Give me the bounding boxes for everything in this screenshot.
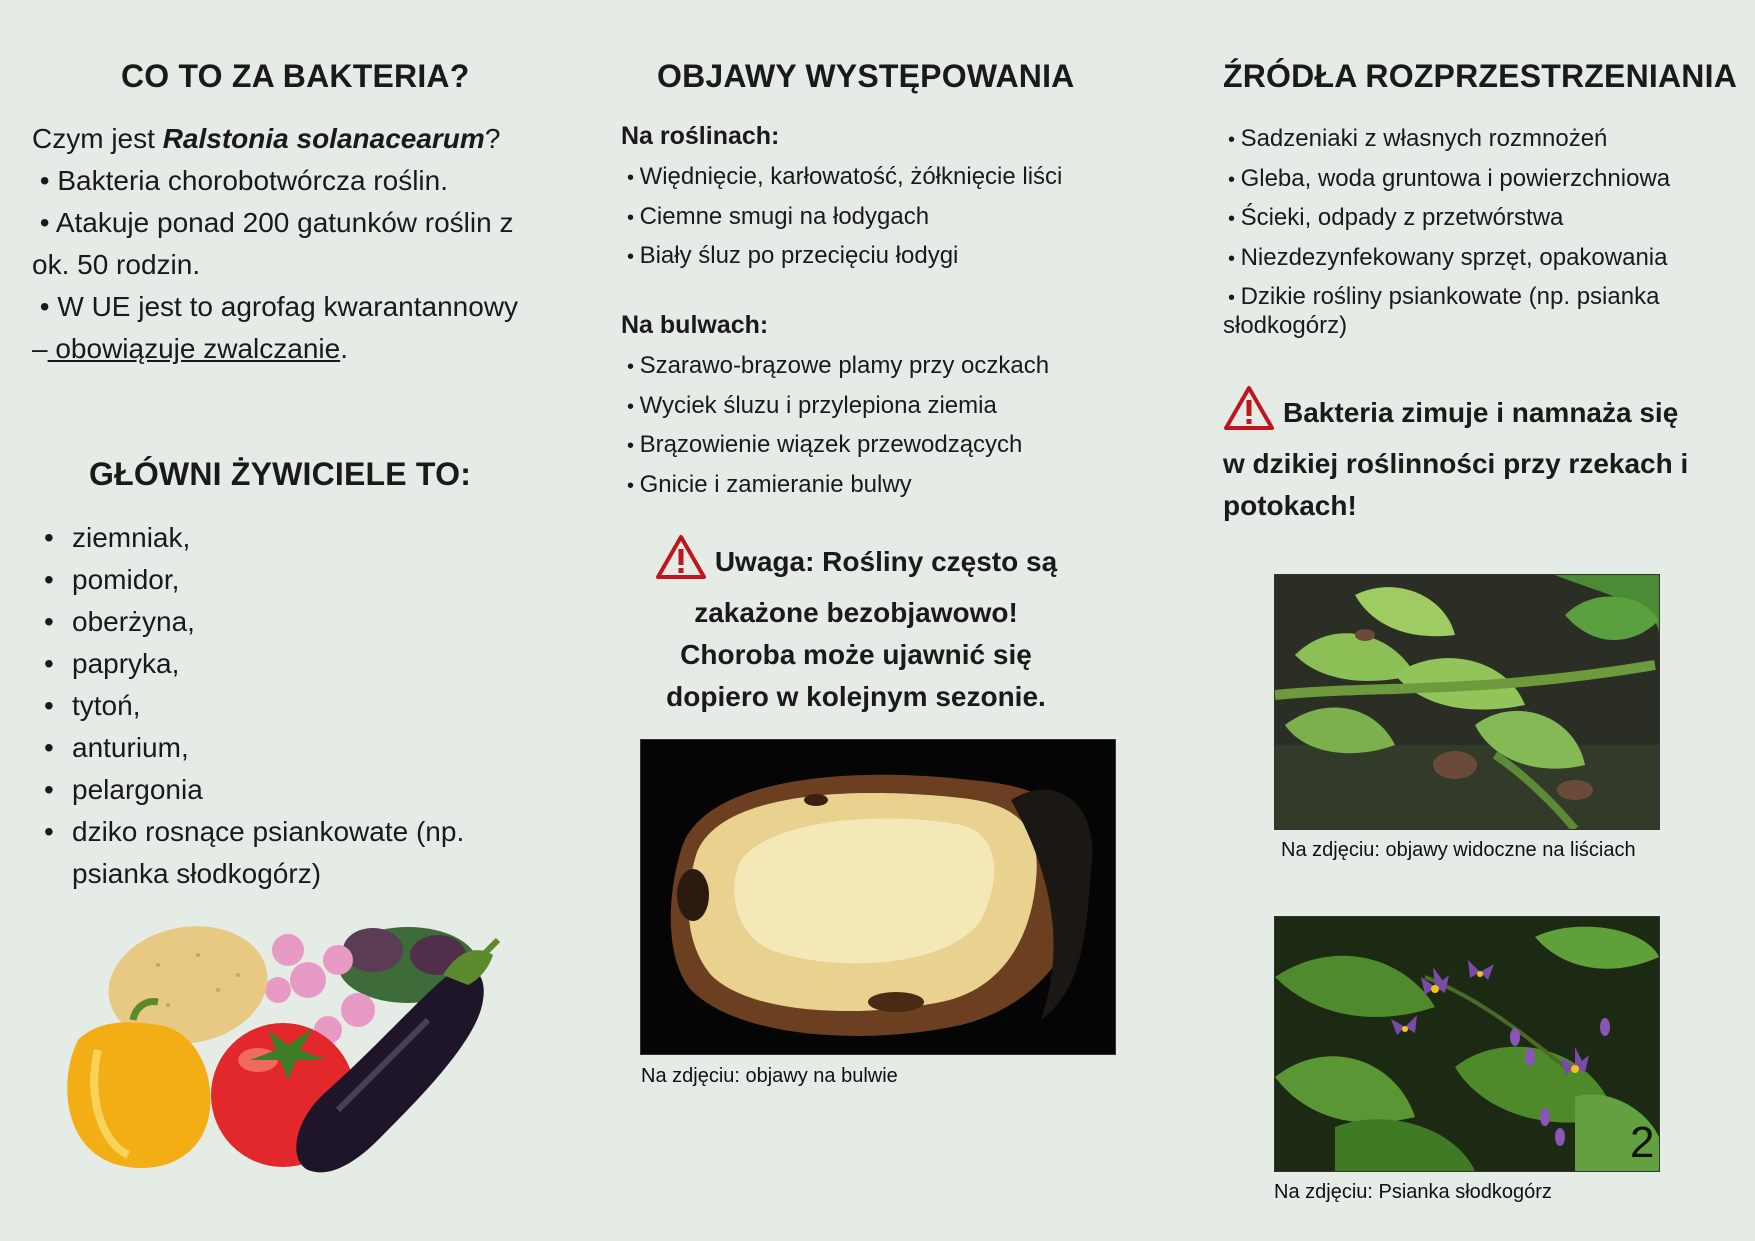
- heading-symptoms: OBJAWY WYSTĘPOWANIA: [657, 58, 1075, 94]
- fact-bullet-1: • Bakteria chorobotwórcza roślin.: [32, 165, 448, 196]
- list-item: • Biały śluz po przecięciu łodygi: [627, 237, 1062, 277]
- list-item: • pomidor,: [38, 559, 538, 601]
- list-item: • Niezdezynfekowany sprzęt, opakowania: [1228, 239, 1670, 279]
- tuber-photo: [640, 739, 1116, 1055]
- sources-list: [1228, 120, 1670, 318]
- tubers-title: Na bulwach:: [621, 311, 769, 339]
- nightshade-photo-caption: Na zdjęciu: Psianka słodkogórz: [1274, 1181, 1552, 1203]
- list-item: • Dzikie rośliny psiankowate (np. psianka: [1228, 278, 1670, 318]
- list-item: • Więdnięcie, karłowatość, żółknięcie liści: [627, 158, 1062, 198]
- list-item: • ziemniak,: [38, 517, 538, 559]
- heading-what-is-bacteria: CO TO ZA BAKTERIA?: [121, 58, 470, 94]
- list-item: • dziko rosnące psiankowate (np. psianka słodkogórz): [38, 811, 512, 895]
- list-item: • Ciemne smugi na łodygach: [627, 198, 1062, 238]
- fact-bullet-2: • Atakuje ponad 200 gatunków roślin z ok. 50 rodzin.: [32, 207, 514, 280]
- leaf-symptoms-photo: [1274, 574, 1660, 830]
- list-item: • Gnicie i zamieranie bulwy: [627, 466, 1049, 506]
- tuber-photo-caption: Na zdjęciu: objawy na bulwie: [641, 1065, 898, 1087]
- obligation-link[interactable]: obowiązuje zwalczanie: [47, 333, 341, 364]
- warning-icon: [1223, 385, 1275, 443]
- yellow-pepper: [67, 1022, 210, 1168]
- list-item: • papryka,: [38, 643, 538, 685]
- sources-list-cont: słodkogórz): [1223, 312, 1348, 339]
- list-item: • Szarawo-brązowe plamy przy oczkach: [627, 347, 1049, 387]
- bacteria-name: Ralstonia solanacearum: [162, 123, 485, 154]
- vegetables-illustration: [38, 920, 528, 1190]
- plant-symptoms-list: [627, 158, 1062, 277]
- list-item: • Sadzeniaki z własnych rozmnożeń: [1228, 120, 1670, 160]
- heading-main-hosts: GŁÓWNI ŻYWICIELE TO:: [89, 456, 472, 492]
- fact-bullet-3: • W UE jest to agrofag kwarantannowy: [32, 291, 519, 322]
- list-item: • Wyciek śluzu i przylepiona ziemia: [627, 387, 1049, 427]
- tuber-symptoms-list: [627, 347, 1049, 505]
- list-item: • Brązowienie wiązek przewodzących: [627, 426, 1049, 466]
- list-item: • oberżyna,: [38, 601, 538, 643]
- heading-spread-sources: ŹRÓDŁA ROZPRZESTRZENIANIA: [1223, 58, 1738, 94]
- leaf-photo-caption: Na zdjęciu: objawy widoczne na liściach: [1281, 839, 1636, 861]
- question-suffix: ?: [484, 123, 501, 154]
- list-item: • pelargonia: [38, 769, 538, 811]
- list-item: • Ścieki, odpady z przetwórstwa: [1228, 199, 1670, 239]
- list-item: • tytoń,: [38, 685, 538, 727]
- plants-title: Na roślinach:: [621, 122, 780, 150]
- list-item: • Gleba, woda gruntowa i powierzchniowa: [1228, 160, 1670, 200]
- question-prefix: Czym jest: [32, 123, 163, 154]
- fact-bullet-3-cont: – obowiązuje zwalczanie.: [32, 333, 348, 364]
- intro-text: [32, 118, 552, 370]
- page-number: 2: [1630, 1118, 1655, 1167]
- list-item: • anturium,: [38, 727, 538, 769]
- overwinter-warning: Bakteria zimuje i namnaża się w dzikiej roślinności przy rzekach i potokach!: [1223, 385, 1703, 527]
- asymptomatic-warning: Uwaga: Rośliny często są zakażone bezobjawowo! Choroba może ujawnić się dopiero w kolejnym sezonie.: [636, 534, 1076, 718]
- nightshade-photo: [1274, 916, 1660, 1172]
- hosts-list: [38, 517, 538, 895]
- warning-icon: [655, 534, 707, 592]
